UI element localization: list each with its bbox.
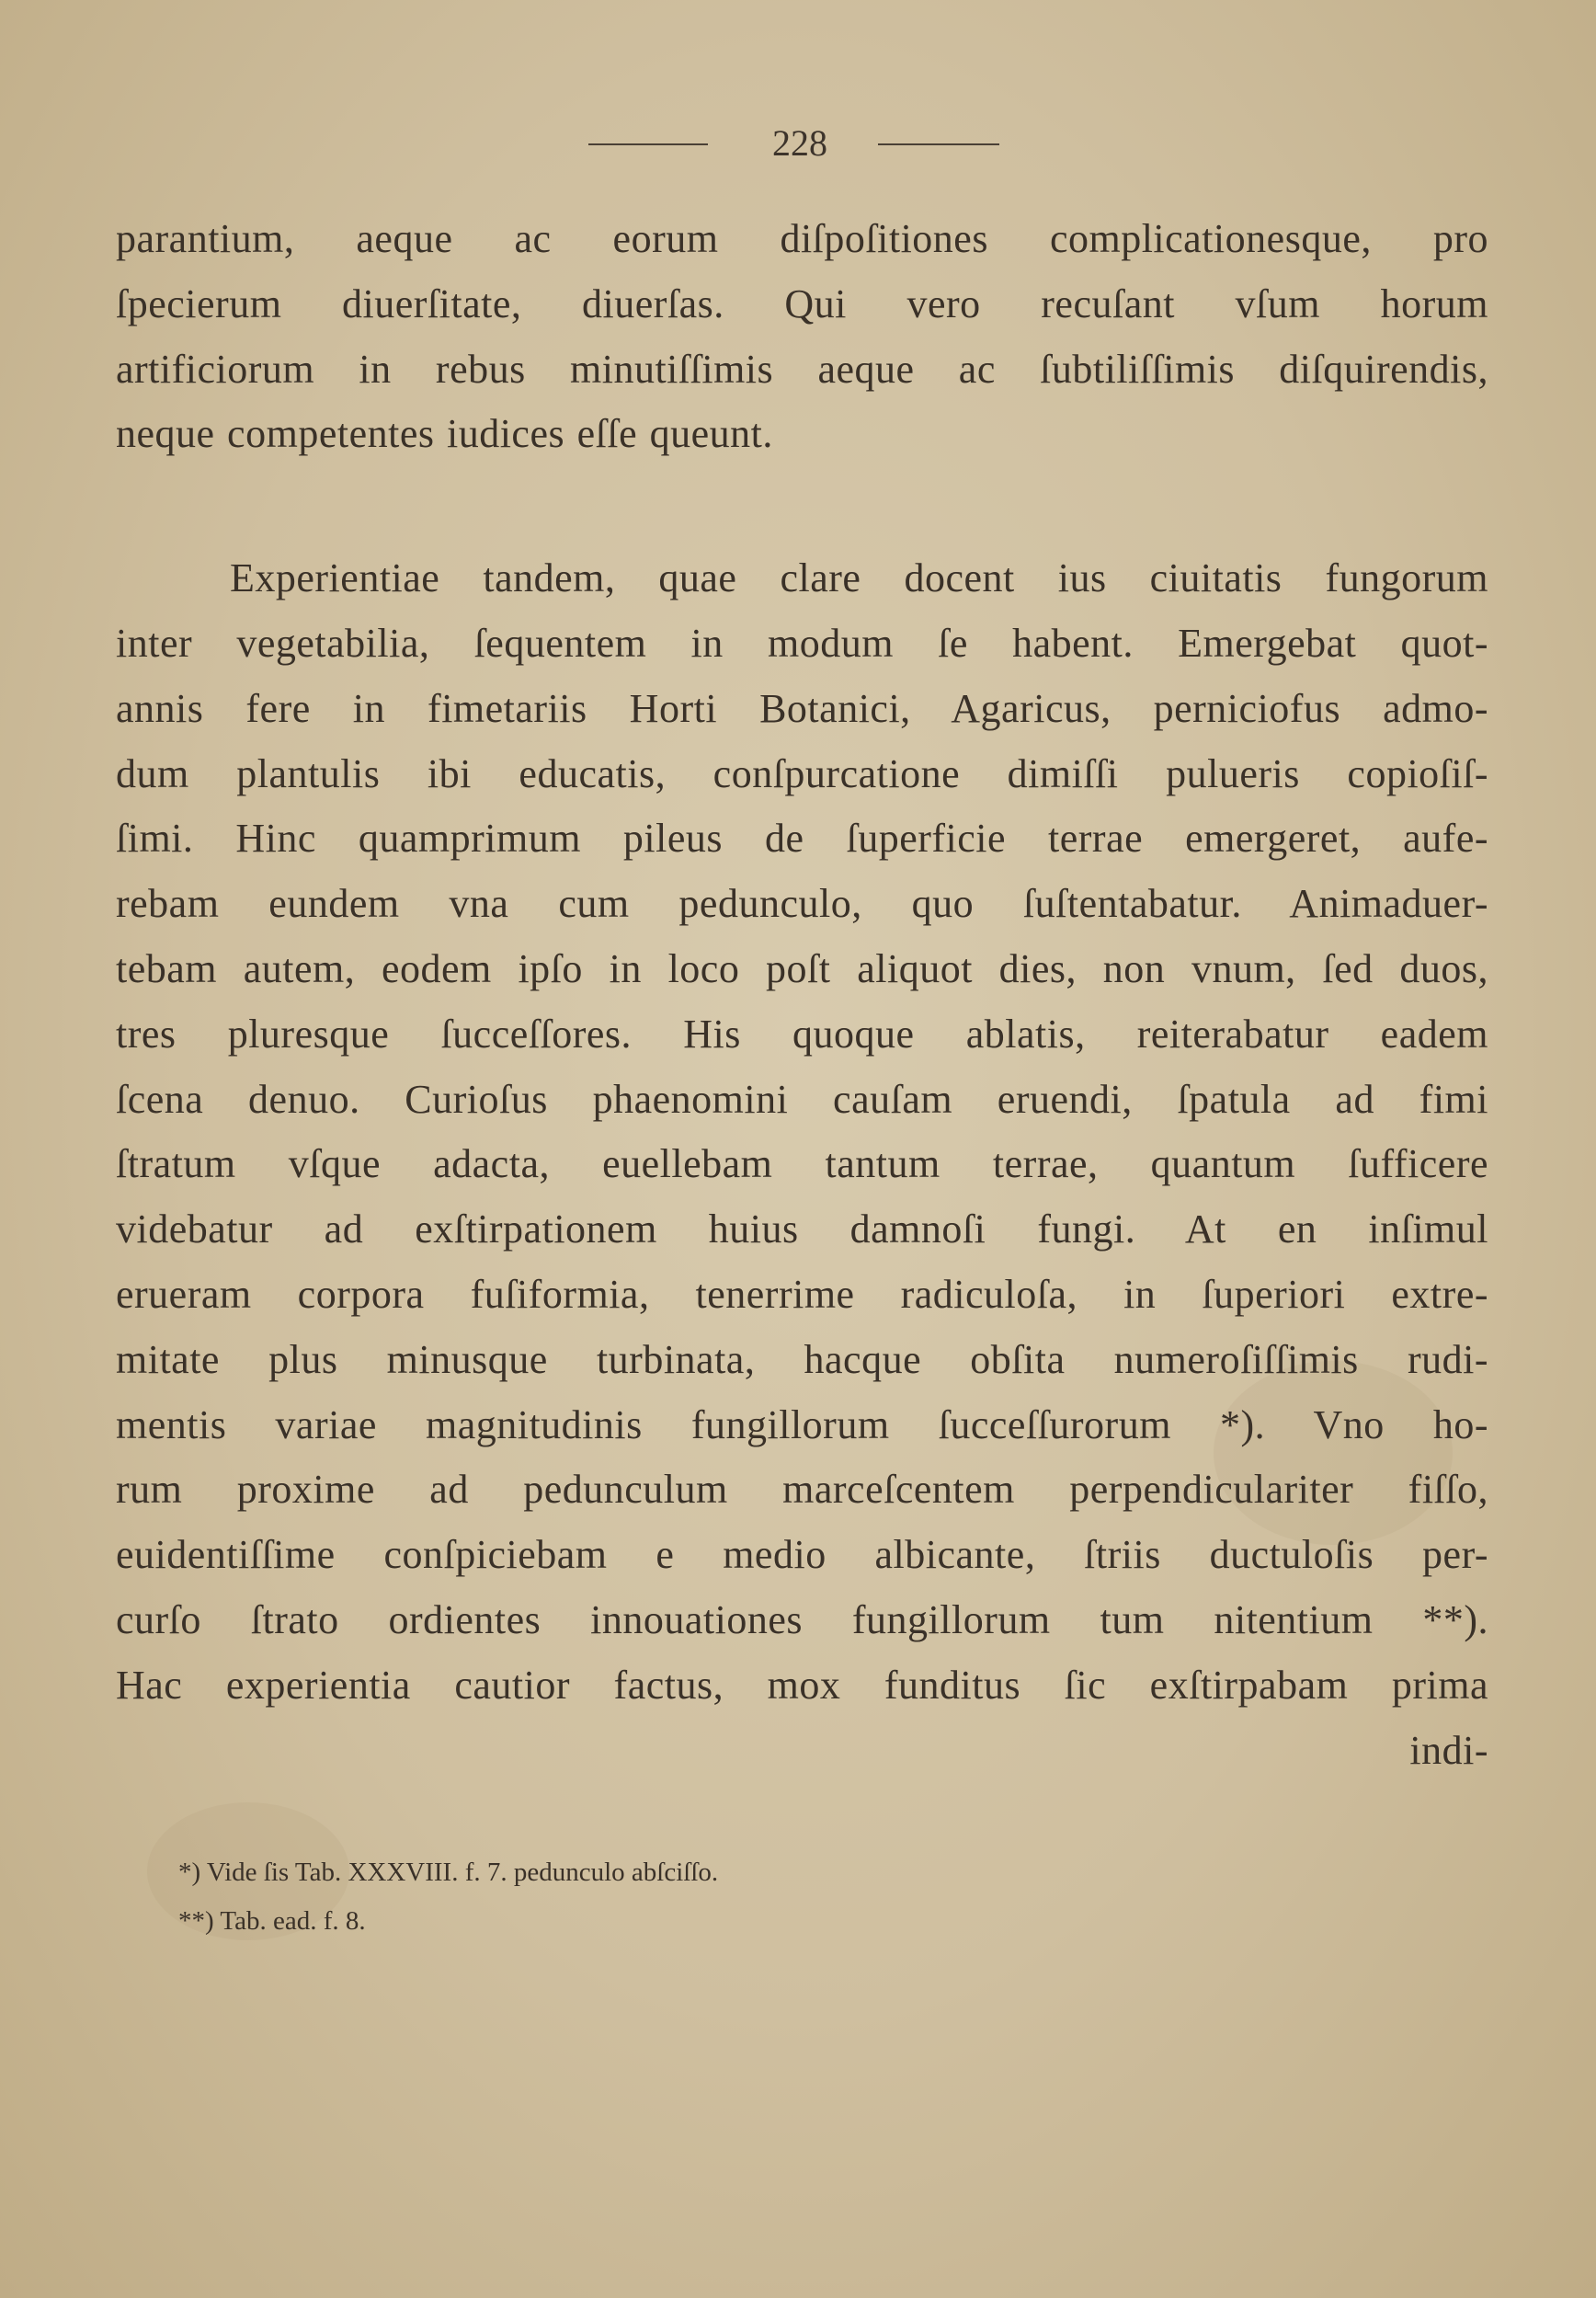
page-header	[0, 121, 1596, 177]
text-line: erueram corpora fuſiformia, tenerrime radiculoſa, in ſuperiori extre-	[116, 1271, 1488, 1317]
text-line: neque competentes iudices eſſe queunt.	[116, 411, 773, 457]
paragraph-gap	[116, 467, 1488, 546]
text-line: euidentiſſime conſpiciebam e medio albicante, ſtriis ductuloſis per-	[116, 1532, 1488, 1578]
paragraph-1	[116, 207, 1488, 467]
footnote-1: *) Vide ſis Tab. XXXVIII. f. 7. pedunculo abſciſſo.	[178, 1858, 719, 1887]
header-rule-right	[878, 143, 999, 145]
text-line: parantium, aeque ac eorum diſpoſitiones complicationesque, pro	[116, 216, 1488, 261]
text-line: tres pluresque ſucceſſores. His quoque ablatis, reiterabatur eadem	[116, 1011, 1488, 1057]
text-line: mentis variae magnitudinis fungillorum ſucceſſurorum *). Vno ho-	[116, 1401, 1488, 1447]
text-line: annis fere in fimetariis Horti Botanici, Agaricus, perniciofus admo-	[116, 685, 1488, 731]
text-line: tebam autem, eodem ipſo in loco poſt aliquot dies, non vnum, ſed duos,	[116, 945, 1488, 991]
text-line: videbatur ad exſtirpationem huius damnoſi fungi. At en inſimul	[116, 1206, 1488, 1252]
text-line: Hac experientia cautior factus, mox funditus ſic exſtirpabam prima	[116, 1662, 1488, 1708]
text-line: mitate plus minusque turbinata, hacque obſita numeroſiſſimis rudi-	[116, 1336, 1488, 1382]
paragraph-2	[116, 546, 1488, 1783]
text-line: ſcena denuo. Curioſus phaenomini cauſam eruendi, ſpatula ad fimi	[116, 1076, 1488, 1122]
page-number: 228	[772, 122, 827, 164]
text-line: rebam eundem vna cum pedunculo, quo ſuſtentabatur. Animaduer-	[116, 881, 1488, 927]
text-line: inter vegetabilia, ſequentem in modum ſe habent. Emergebat quot-	[116, 620, 1488, 666]
text-line: artificiorum in rebus minutiſſimis aeque ac ſubtiliſſimis diſquirendis,	[116, 346, 1488, 392]
text-line: rum proxime ad pedunculum marceſcentem perpendiculariter fiſſo,	[116, 1467, 1488, 1513]
text-line: Experientiae tandem, quae clare docent ius ciuitatis fungorum	[230, 555, 1488, 601]
footnotes	[178, 1848, 1098, 1946]
text-line: ſpecierum diuerſitate, diuerſas. Qui vero recuſant vſum horum	[116, 280, 1488, 326]
catchword: indi-	[1409, 1727, 1488, 1773]
footnote-2: **) Tab. ead. f. 8.	[178, 1906, 366, 1936]
body-text	[116, 207, 1488, 1783]
text-line: ſimi. Hinc quamprimum pileus de ſuperficie terrae emergeret, aufe-	[116, 816, 1488, 862]
text-line: curſo ſtrato ordientes innouationes fungillorum tum nitentium **).	[116, 1596, 1488, 1642]
text-line: ſtratum vſque adacta, euellebam tantum terrae, quantum ſufficere	[116, 1141, 1488, 1187]
text-line: dum plantulis ibi educatis, conſpurcatione dimiſſi pulueris copioſiſ-	[116, 750, 1488, 796]
header-rule-left	[588, 143, 708, 145]
